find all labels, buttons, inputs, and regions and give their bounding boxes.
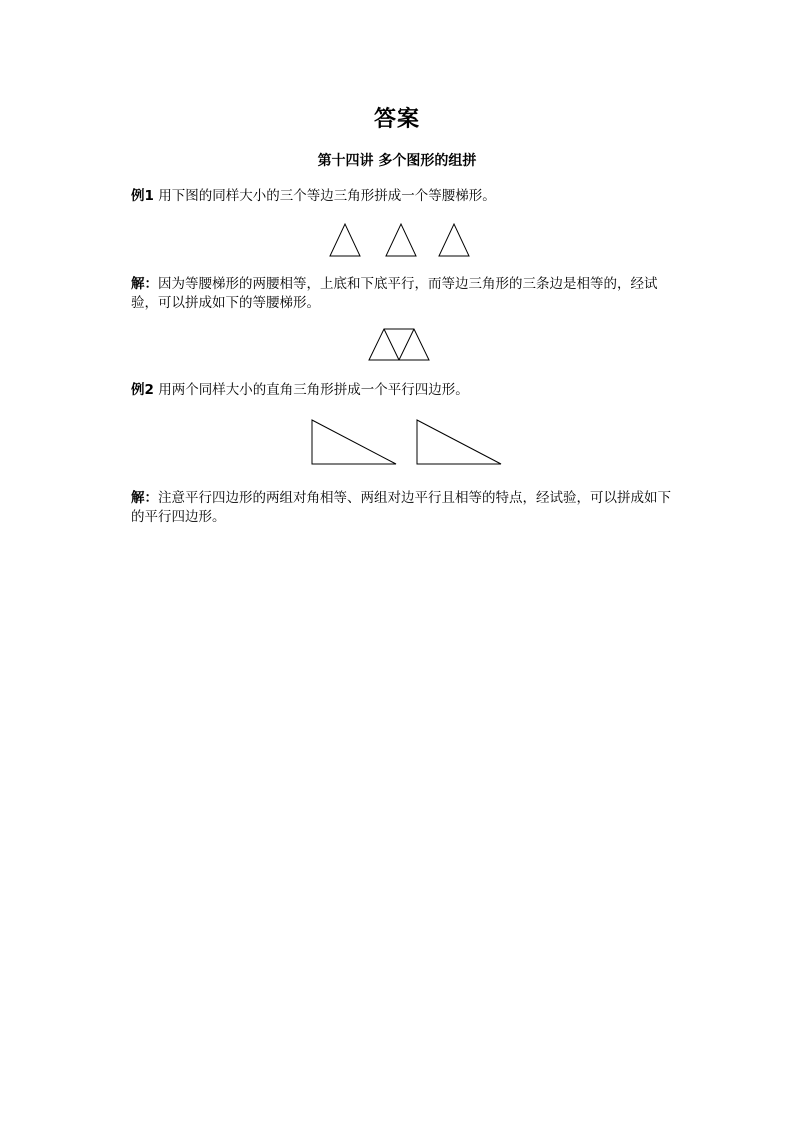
example-2-text: 用两个同样大小的直角三角形拼成一个平行四边形。 (153, 382, 469, 398)
example-1 (131, 187, 671, 206)
trapezoid-outline (369, 329, 429, 360)
equilateral-triangle-1 (330, 224, 360, 256)
trapezoid-inner-edge-2 (399, 329, 414, 360)
example-2-label: 例2 (131, 382, 154, 398)
solution-1-label: 解： (131, 276, 158, 292)
right-triangle-2 (417, 420, 501, 464)
isosceles-trapezoid-figure (368, 327, 432, 361)
example-1-label: 例1 (131, 188, 154, 204)
example-1-text: 用下图的同样大小的三个等边三角形拼成一个等腰梯形。 (153, 188, 496, 204)
example-2 (131, 381, 671, 400)
solution-2 (131, 489, 671, 527)
two-right-triangles-figure (310, 418, 504, 466)
equilateral-triangle-2 (386, 224, 416, 256)
solution-2-label: 解： (131, 490, 158, 506)
right-triangle-1 (312, 420, 396, 464)
solution-2-text: 注意平行四边形的两组对角相等、两组对边平行且相等的特点，经试验，可以拼成如下的平行四边形。 (131, 490, 671, 525)
page-title: 答案 (373, 107, 420, 132)
solution-1-text: 因为等腰梯形的两腰相等，上底和下底平行，而等边三角形的三条边是相等的，经试验，可以拼成如下的等腰梯形。 (131, 276, 658, 311)
trapezoid-inner-edge-1 (384, 329, 399, 360)
equilateral-triangle-3 (439, 224, 469, 256)
three-equilateral-triangles-figure (329, 222, 469, 258)
solution-1 (131, 275, 671, 313)
lecture-title: 第十四讲 多个图形的组拼 (317, 153, 477, 169)
